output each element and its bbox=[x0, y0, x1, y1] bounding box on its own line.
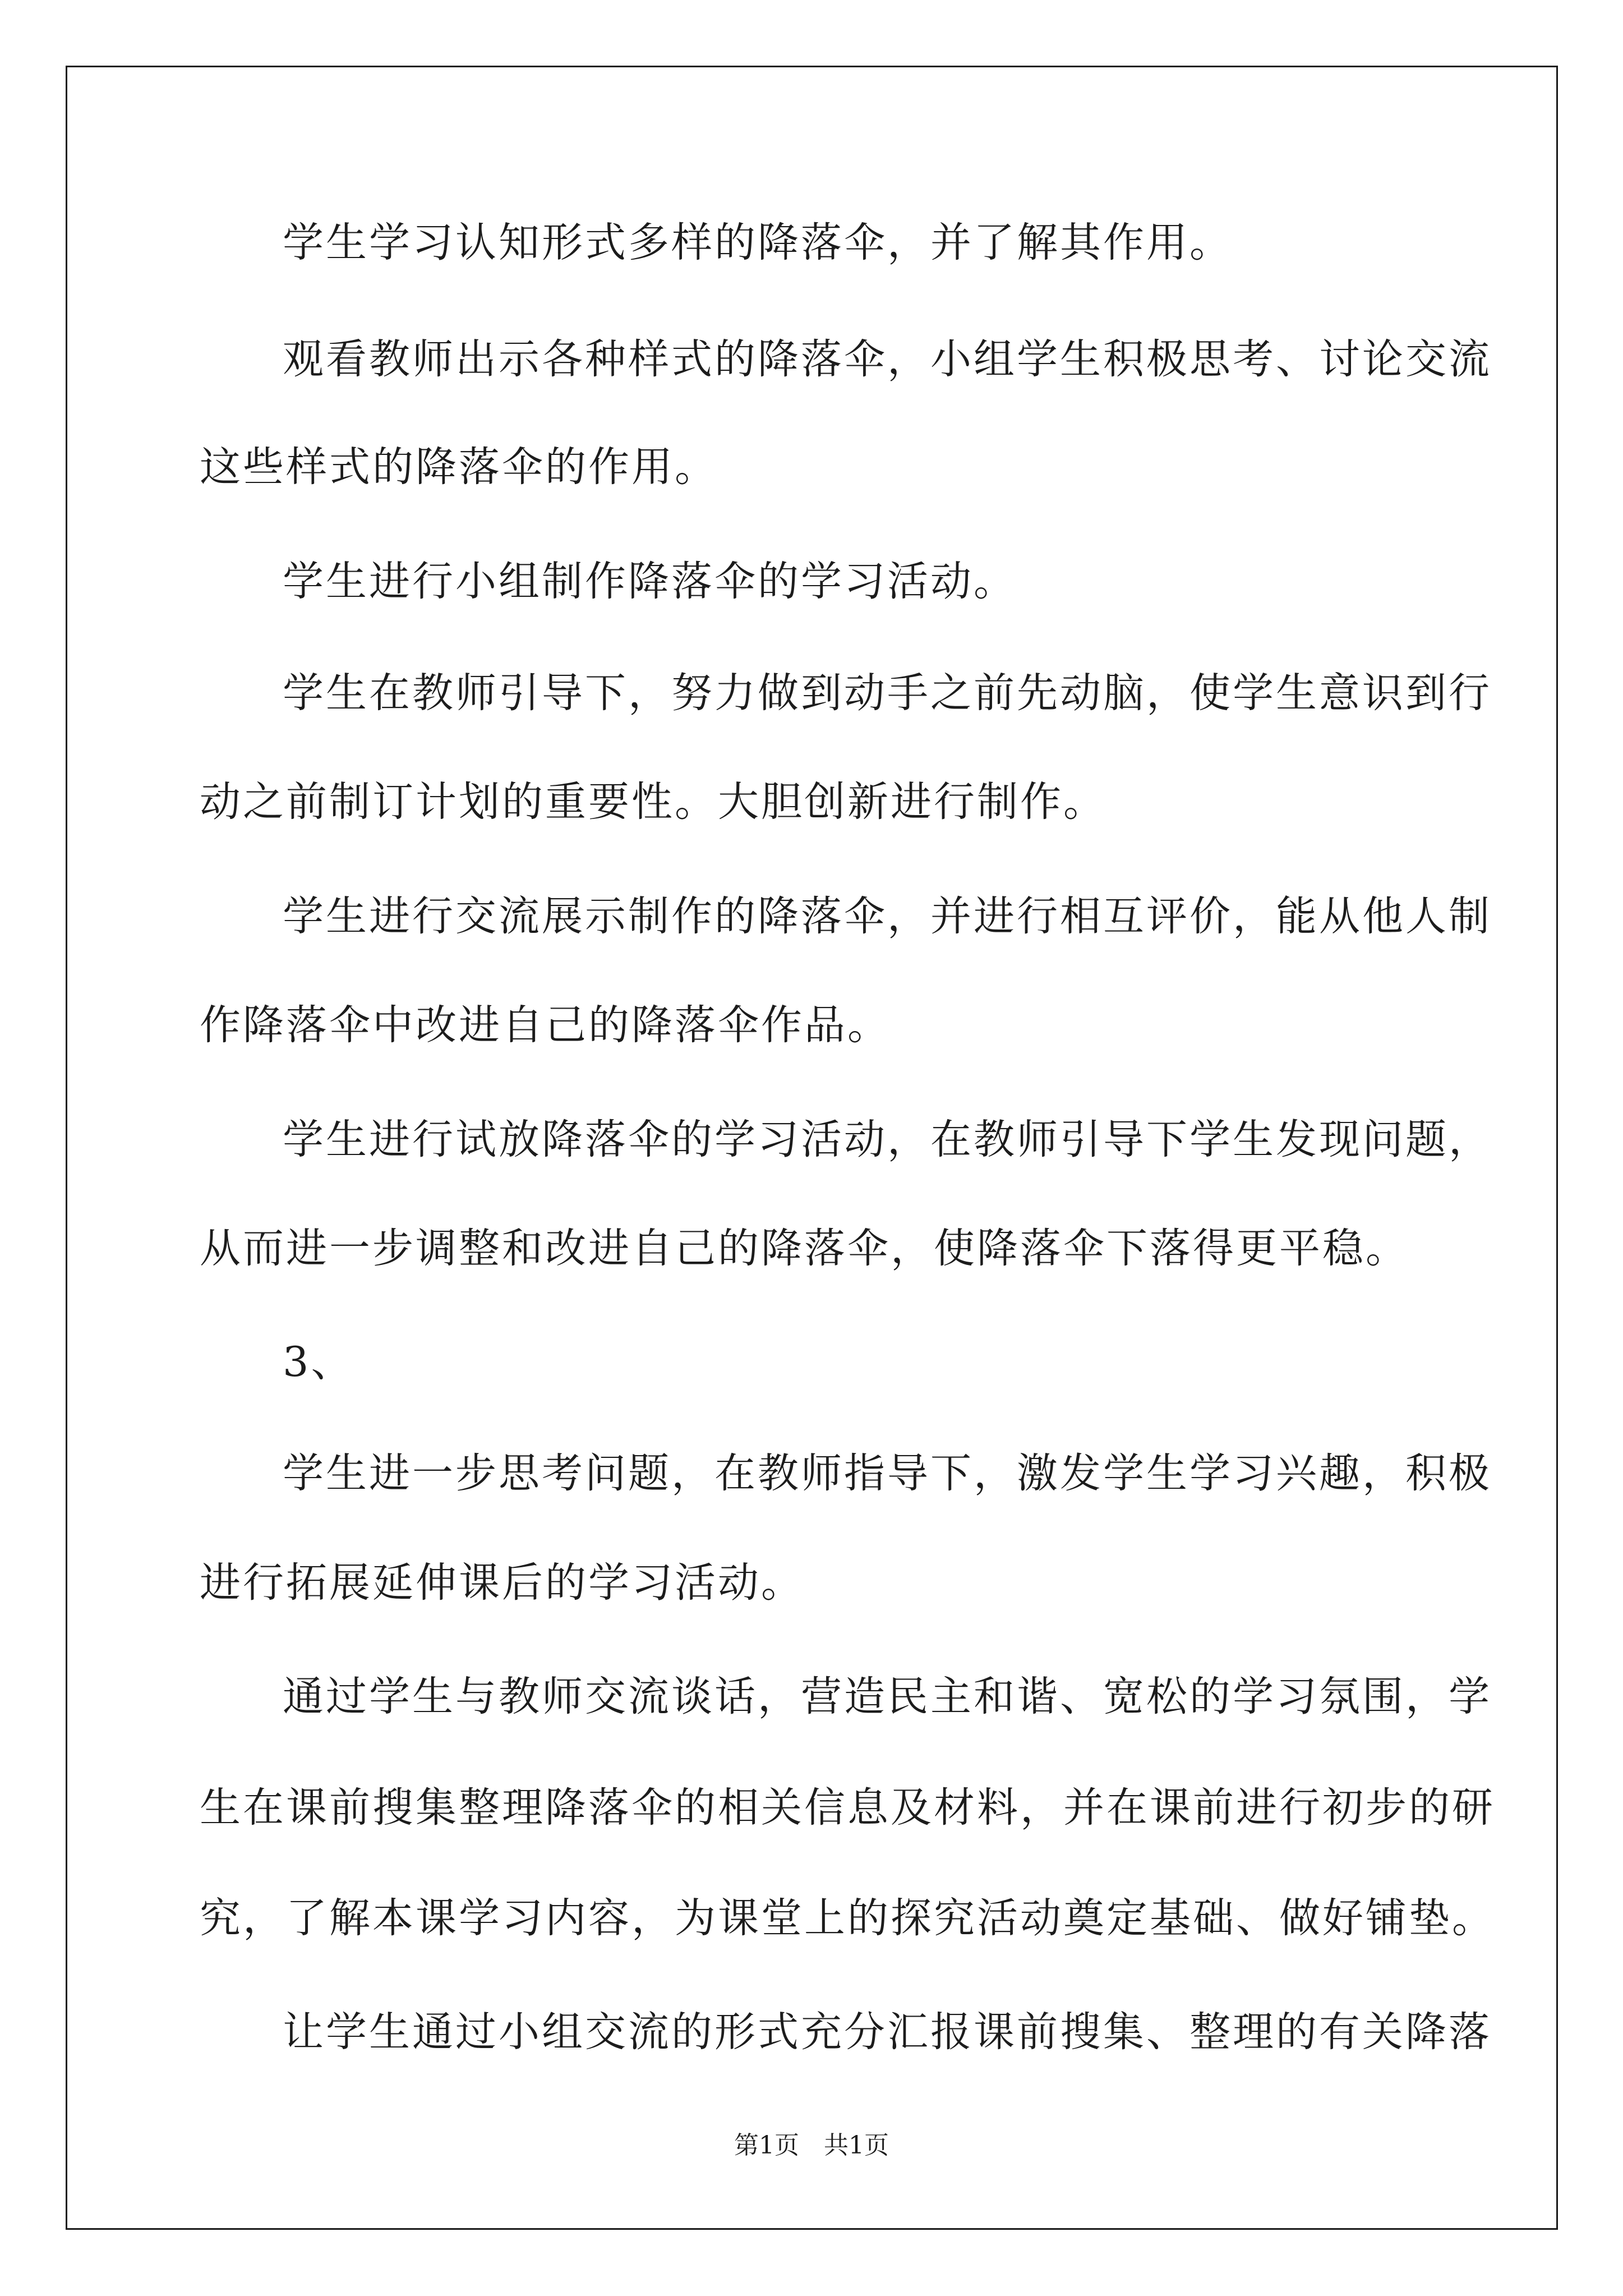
text-line: 学生进行小组制作降落伞的学习活动。 bbox=[283, 558, 1017, 605]
text-line: 学生进一步思考问题，在教师指导下，激发学生学习兴趣，积极 bbox=[283, 1450, 1492, 1497]
text-line: 作降落伞中改进自己的降落伞作品。 bbox=[200, 1001, 891, 1049]
text-line: 从而进一步调整和改进自己的降落伞，使降落伞下落得更平稳。 bbox=[200, 1225, 1409, 1272]
text-line: 通过学生与教师交流谈话，营造民主和谐、宽松的学习氛围，学 bbox=[283, 1673, 1492, 1720]
text-line: 让学生通过小组交流的形式充分汇报课前搜集、整理的有关降落 bbox=[283, 2008, 1492, 2056]
text-line: 学生进行试放降落伞的学习活动，在教师引导下学生发现问题， bbox=[283, 1116, 1492, 1163]
page-number-footer: 第1页 共1页 bbox=[734, 2131, 889, 2160]
text-line: 学生在教师引导下，努力做到动手之前先动脑，使学生意识到行 bbox=[283, 669, 1492, 717]
text-line: 3、 bbox=[283, 1338, 354, 1386]
text-line: 究，了解本课学习内容，为课堂上的探究活动奠定基础、做好铺垫。 bbox=[200, 1894, 1495, 1942]
text-line: 动之前制订计划的重要性。大胆创新进行制作。 bbox=[200, 778, 1106, 826]
text-line: 学生学习认知形式多样的降落伞，并了解其作用。 bbox=[283, 219, 1233, 266]
text-line: 学生进行交流展示制作的降落伞，并进行相互评价，能从他人制 bbox=[283, 892, 1492, 940]
text-line: 这些样式的降落伞的作用。 bbox=[200, 443, 718, 491]
text-line: 进行拓展延伸课后的学习活动。 bbox=[200, 1559, 804, 1607]
text-line: 观看教师出示各种样式的降落伞，小组学生积极思考、讨论交流 bbox=[283, 335, 1492, 383]
text-line: 生在课前搜集整理降落伞的相关信息及材料，并在课前进行初步的研 bbox=[200, 1784, 1495, 1832]
